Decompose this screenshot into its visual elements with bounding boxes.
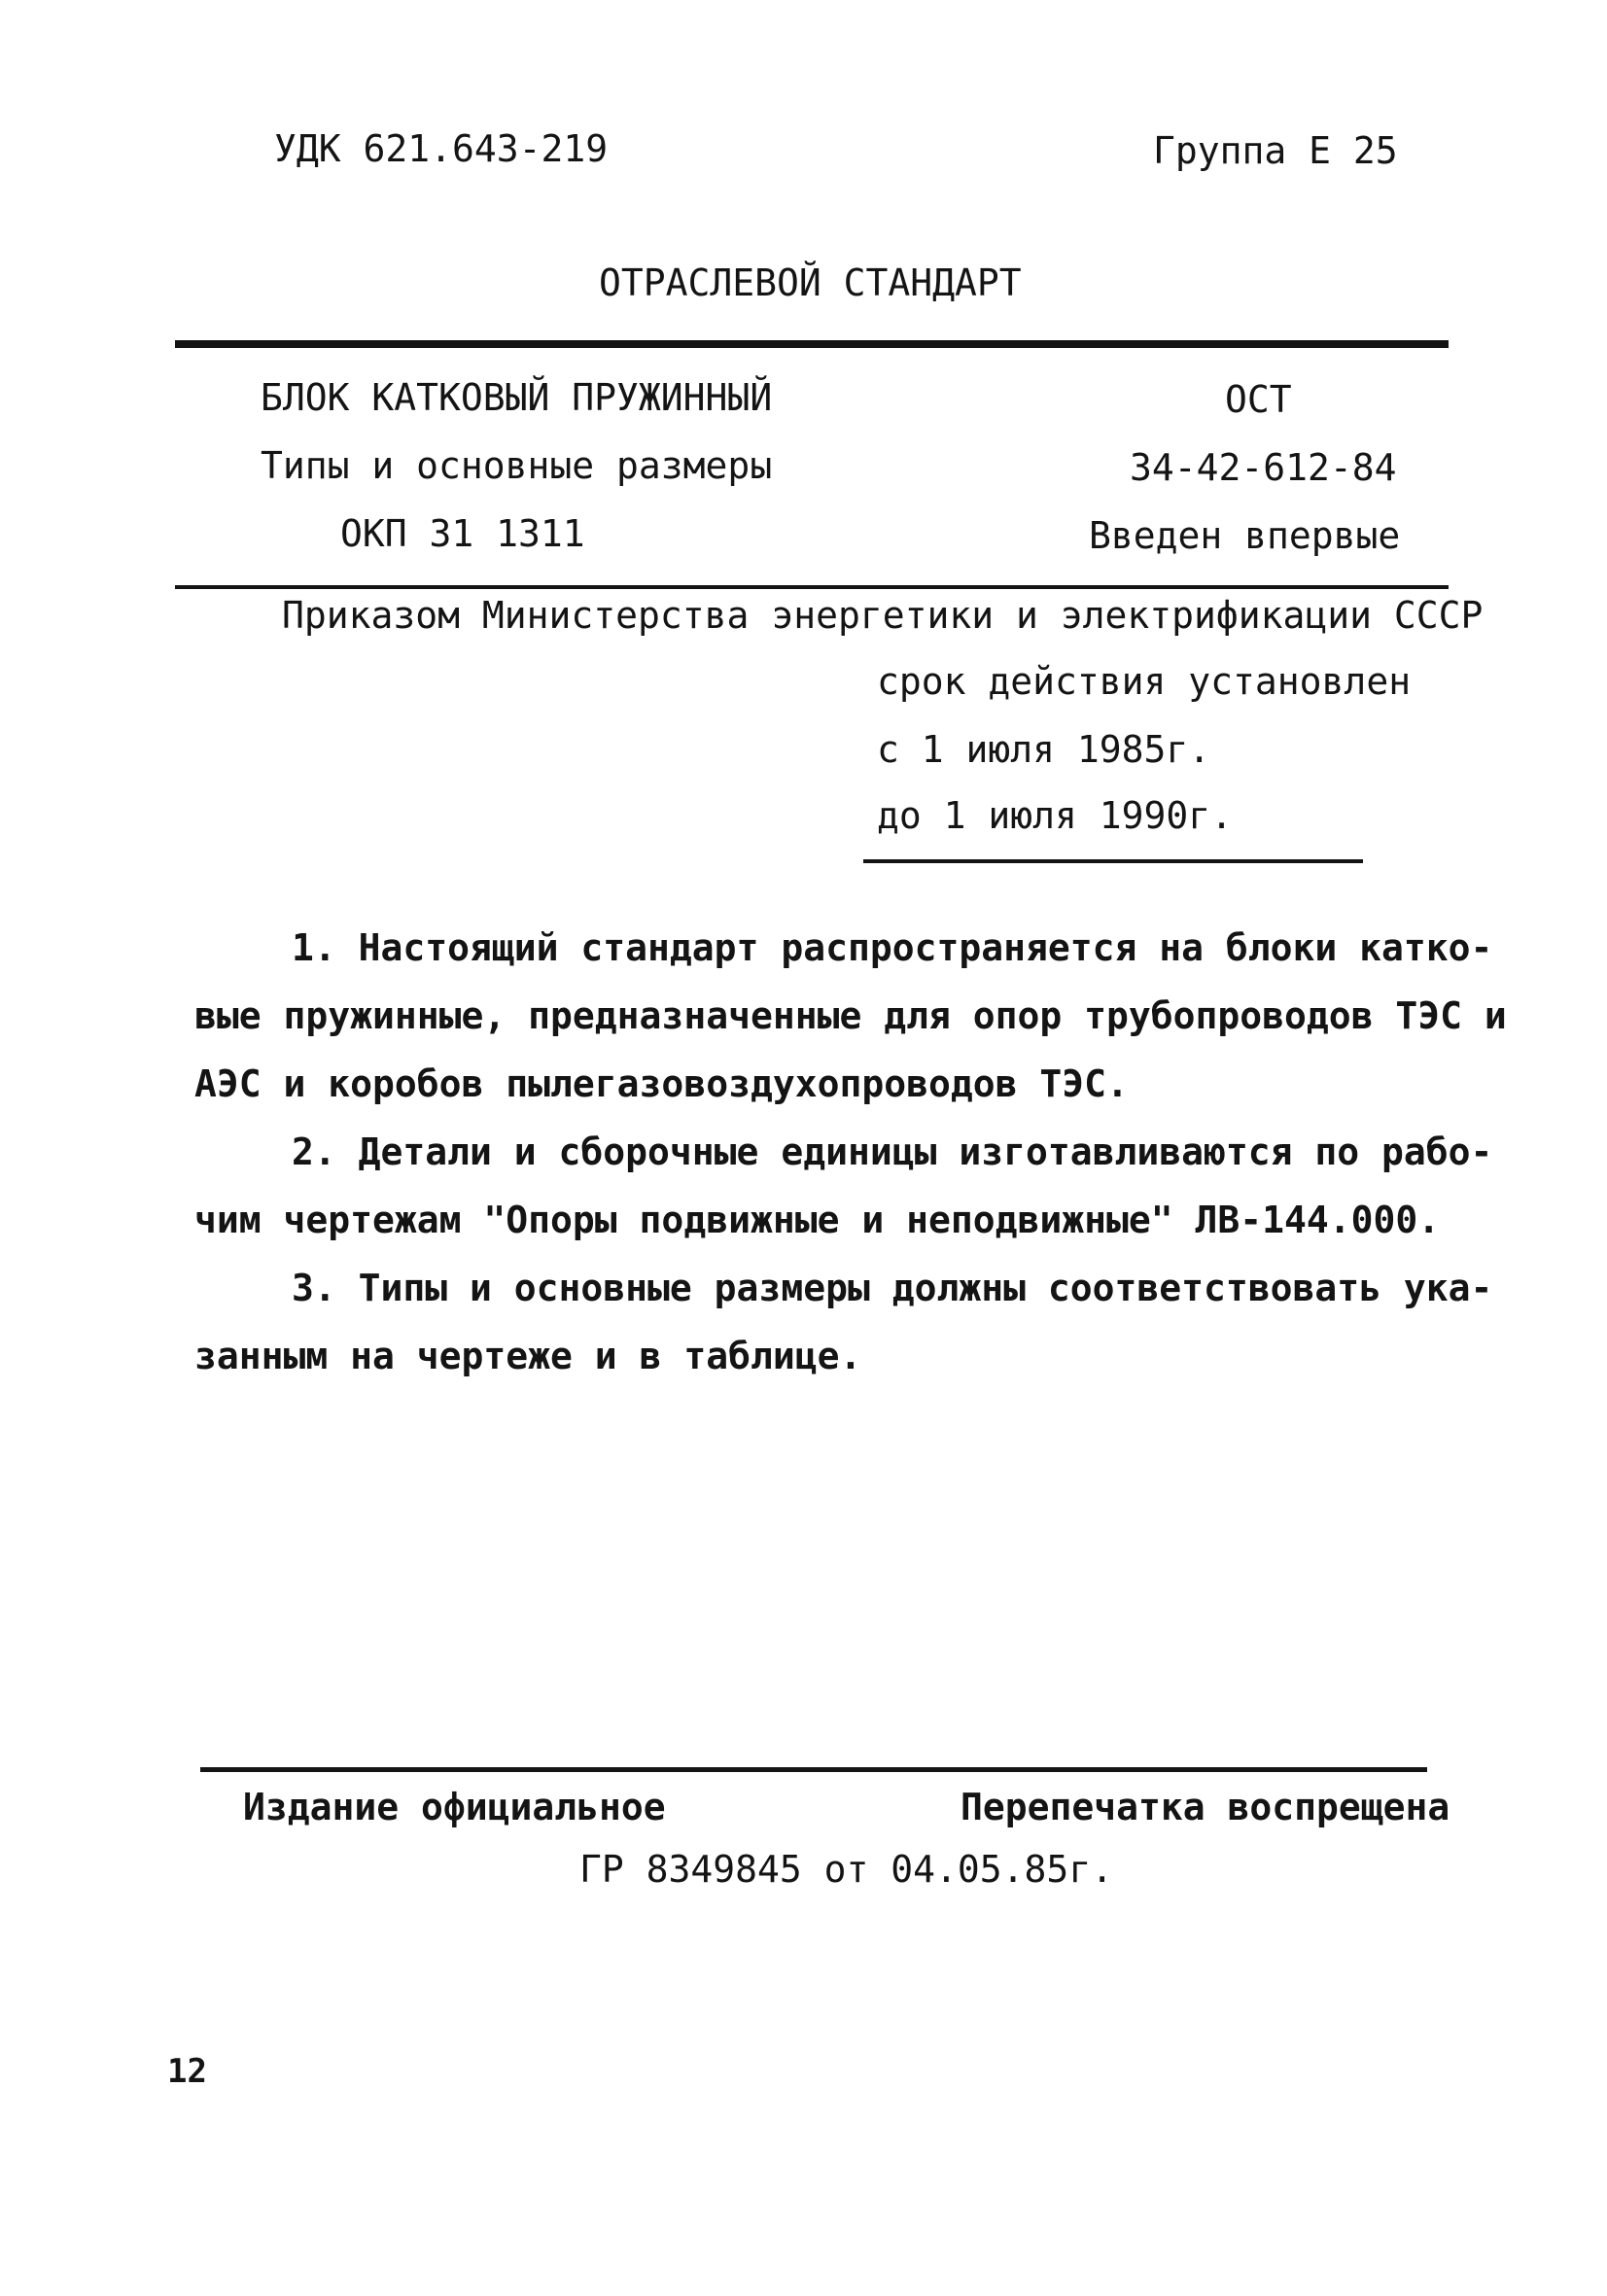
clause-3-line-2: занным на чертеже и в таблице. (194, 1335, 862, 1377)
clause-2-line-1: 2. Детали и сборочные единицы изготавливаются по рабо- (292, 1131, 1493, 1173)
ministry-order: Приказом Министерства энергетики и электрификации СССР (282, 594, 1484, 637)
group-code: Группа Е 25 (1153, 129, 1398, 172)
okp-code: ОКП 31 1311 (340, 512, 585, 555)
ost-number: 34-42-612-84 (1130, 446, 1397, 489)
footer-rule (200, 1767, 1427, 1772)
clause-2-line-2: чим чертежам "Опоры подвижные и неподвижные" ЛВ-144.000. (194, 1199, 1441, 1241)
validity-term-label: срок действия установлен (877, 660, 1412, 703)
standard-type-heading: ОТРАСЛЕВОЙ СТАНДАРТ (599, 261, 1022, 304)
clause-1-line-1: 1. Настоящий стандарт распространяется на блоки катко- (292, 926, 1493, 969)
product-subtitle: Типы и основные размеры (261, 444, 773, 487)
page-number: 12 (167, 2052, 207, 2091)
order-block-rule (863, 859, 1363, 863)
ost-label: ОСТ (1225, 378, 1292, 421)
title-block-rule (175, 585, 1449, 589)
reprint-prohibited-note: Перепечатка воспрещена (961, 1786, 1450, 1828)
clause-1-line-3: АЭС и коробов пылегазовоздухопроводов ТЭС. (194, 1062, 1129, 1105)
registration-number: ГР 8349845 от 04.05.85г. (579, 1848, 1114, 1891)
validity-to-date: до 1 июля 1990г. (877, 794, 1234, 837)
top-thick-rule (175, 340, 1449, 348)
introduced-note: Введен впервые (1089, 514, 1401, 557)
validity-from-date: с 1 июля 1985г. (877, 728, 1211, 771)
clause-3-line-1: 3. Типы и основные размеры должны соответствовать ука- (292, 1267, 1493, 1309)
udk-code: УДК 621.643-219 (274, 127, 609, 170)
official-edition-note: Издание официальное (243, 1786, 666, 1828)
product-title: БЛОК КАТКОВЫЙ ПРУЖИННЫЙ (261, 376, 773, 419)
clause-1-line-2: вые пружинные, предназначенные для опор трубопроводов ТЭС и (194, 994, 1507, 1037)
